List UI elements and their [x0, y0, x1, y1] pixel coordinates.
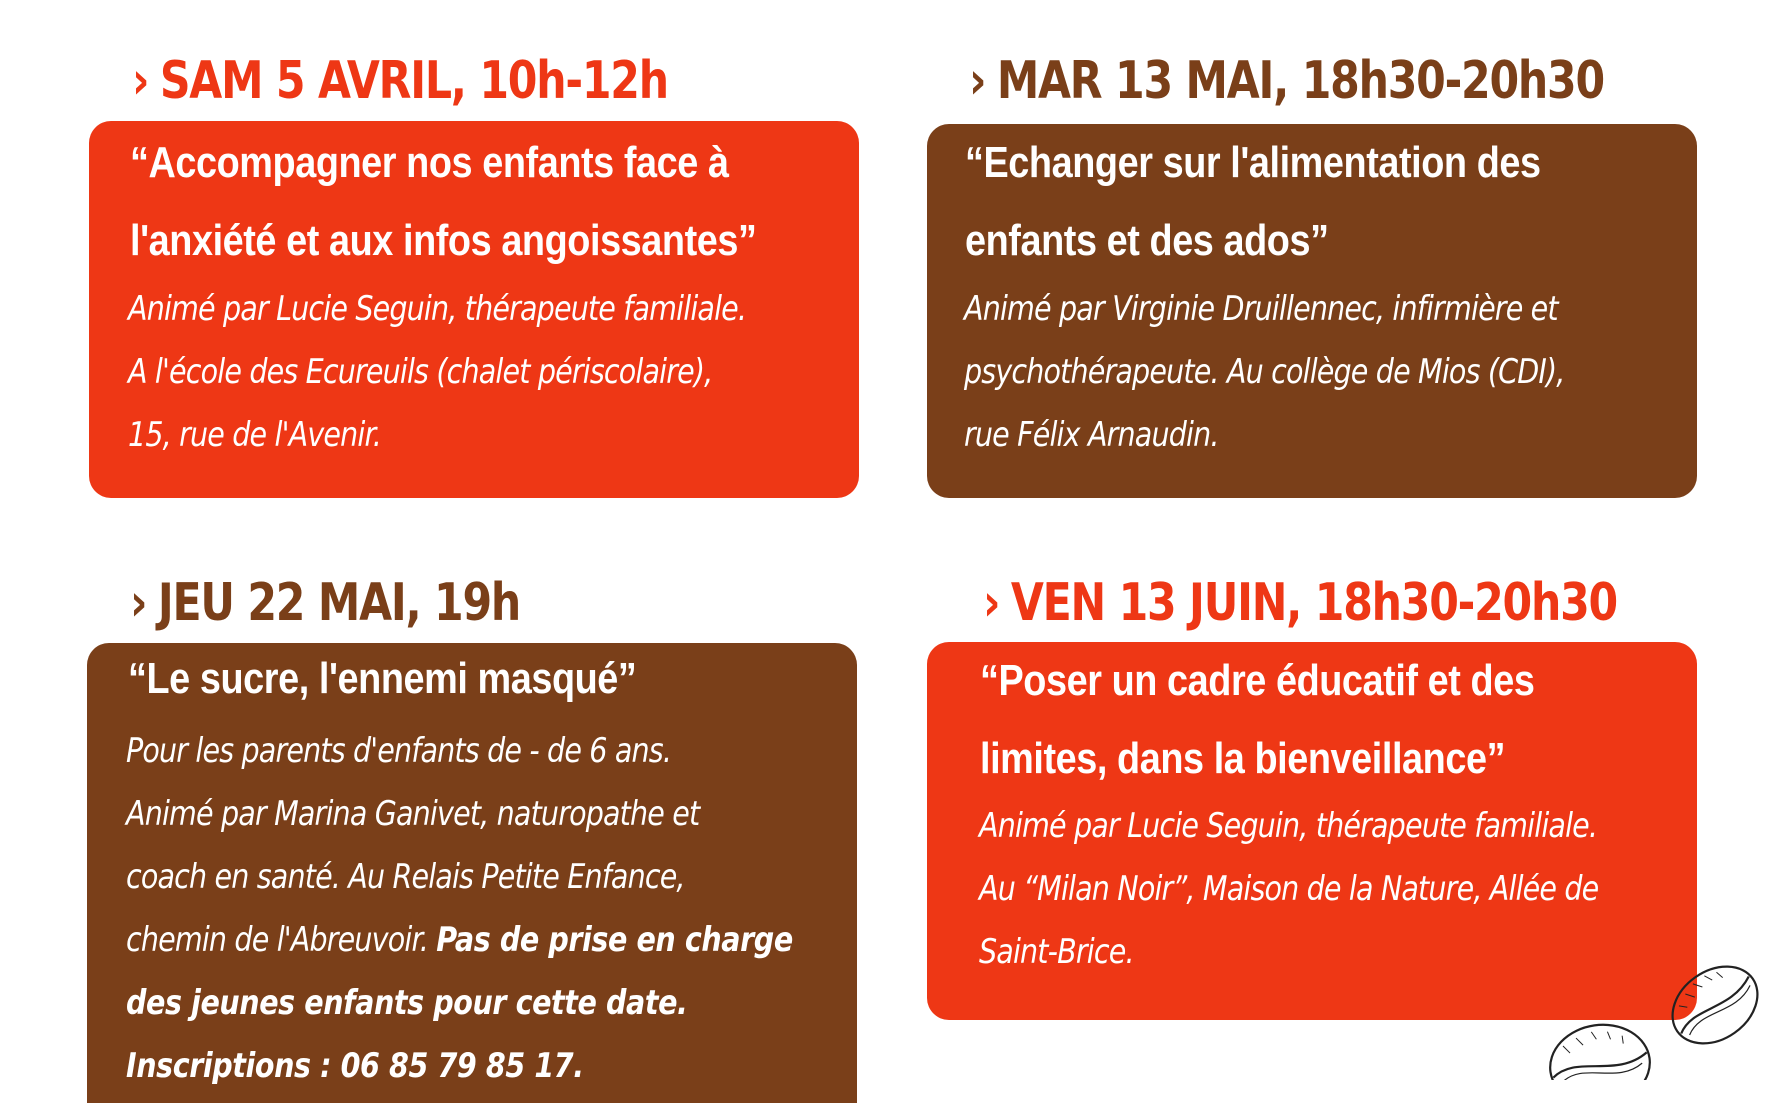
event-3-card — [87, 643, 857, 1103]
event-2-card — [927, 124, 1697, 498]
event-1-card — [89, 121, 859, 498]
event-1-title: “Accompagner nos enfants face à l'anxiété et aux infos angoissantes” — [130, 138, 757, 265]
childcare-notice-continued: des jeunes enfants pour cette date. — [126, 983, 688, 1023]
event-3-date: › JEU 22 MAI, 19h — [130, 573, 521, 633]
event-2-title: “Echanger sur l'alimentation des enfants et des ados” — [965, 138, 1541, 265]
chevron-right-icon: › — [130, 573, 147, 633]
chevron-right-icon: › — [983, 573, 1000, 633]
event-4-date: › VEN 13 JUIN, 18h30-20h30 — [983, 573, 1618, 633]
chevron-right-icon: › — [969, 51, 986, 111]
childcare-notice: Pas de prise en charge — [436, 920, 793, 960]
coffee-beans-icon — [1520, 950, 1770, 1080]
registration-phone: Inscriptions : 06 85 79 85 17. — [126, 1046, 584, 1086]
event-1-description: Animé par Lucie Seguin, thérapeute familiale. A l'école des Ecureuils (chalet périscolaire), 15, rue de l'Avenir. — [128, 289, 747, 455]
event-1-date: › SAM 5 AVRIL, 10h-12h — [132, 51, 668, 111]
event-3-description: Pour les parents d'enfants de - de 6 ans. Animé par Marina Ganivet, naturopathe et coach en santé. Au Relais Petite Enfance, chemin de l'Abreuvoir. Pas de prise en charge des jeunes enfants pour cette date. Inscriptions : 06 85 79 85 17. — [126, 731, 793, 1086]
event-2-description: Animé par Virginie Druillennec, infirmière et psychothérapeute. Au collège de Mios (CDI), rue Félix Arnaudin. — [964, 289, 1565, 455]
event-4-title: “Poser un cadre éducatif et des limites, dans la bienveillance” — [980, 656, 1535, 783]
event-4-description: Animé par Lucie Seguin, thérapeute familiale. Au “Milan Noir”, Maison de la Nature, Allée de Saint-Brice. — [979, 806, 1599, 972]
event-2-date: › MAR 13 MAI, 18h30-20h30 — [969, 51, 1604, 111]
chevron-right-icon: › — [132, 51, 149, 111]
event-3-title: “Le sucre, l'ennemi masqué” — [128, 654, 637, 703]
